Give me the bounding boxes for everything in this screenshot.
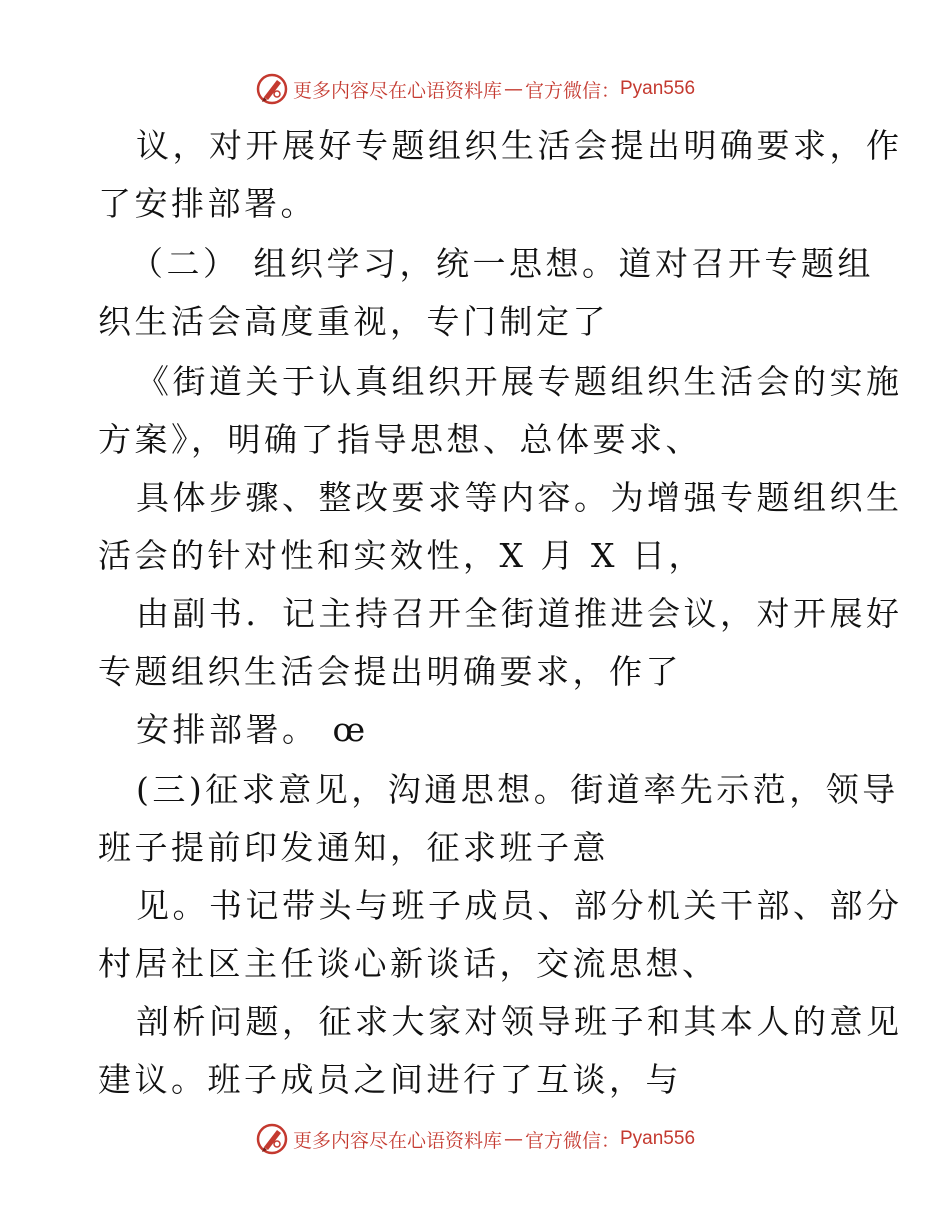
banner-separator: — <box>503 78 523 100</box>
text-line: 了安排部署。 <box>98 184 317 223</box>
banner-main-text: 更多内容尽在心语资料库 <box>292 79 502 102</box>
text-line: 方案》，明确了指导思想、总体要求、 <box>98 420 702 459</box>
banner-official-label: 官方微信： <box>524 79 620 102</box>
text-line: 具体步骤、整改要求等内容。为增强专题组织生 <box>136 478 903 517</box>
text-line: 活会的针对性和实效性，X 月 X 日， <box>98 536 705 575</box>
text-line: 专题组织生活会提出明确要求，作了 <box>98 652 682 691</box>
text-line: 《街道关于认真组织开展专题组织生活会的实施 <box>136 362 903 401</box>
text-line: （二） 组织学习，统一思想。道对召开专题组 <box>130 244 874 283</box>
text-line: 班子提前印发通知，征求班子意 <box>98 828 609 867</box>
banner-main-text: 更多内容尽在心语资料库 <box>292 1129 502 1152</box>
banner-account-id: Pyan556 <box>620 1128 696 1149</box>
text-line: (三)征求意见，沟通思想。街道率先示范，领导 <box>136 770 899 809</box>
banner-official-label: 官方微信： <box>524 1129 620 1152</box>
text-line: 剖析问题，征求大家对领导班子和其本人的意见 <box>136 1002 903 1041</box>
pen-logo-icon <box>255 1122 289 1156</box>
pen-logo-icon <box>255 72 289 106</box>
text-line: 织生活会高度重视，专门制定了 <box>98 302 609 341</box>
text-line: 由副书．记主持召开全街道推进会议，对开展好 <box>136 594 903 633</box>
text-line: 建议。班子成员之间进行了互谈，与 <box>98 1060 682 1099</box>
banner-separator: — <box>503 1128 523 1150</box>
text-line: 议，对开展好专题组织生活会提出明确要求，作 <box>136 126 903 165</box>
text-line: 安排部署。 œ <box>136 710 369 749</box>
footer-watermark <box>0 1122 950 1156</box>
header-watermark <box>0 72 950 106</box>
text-line: 村居社区主任谈心新谈话，交流思想、 <box>98 944 719 983</box>
banner-account-id: Pyan556 <box>620 78 696 99</box>
text-line: 见。书记带头与班子成员、部分机关干部、部分 <box>136 886 903 925</box>
